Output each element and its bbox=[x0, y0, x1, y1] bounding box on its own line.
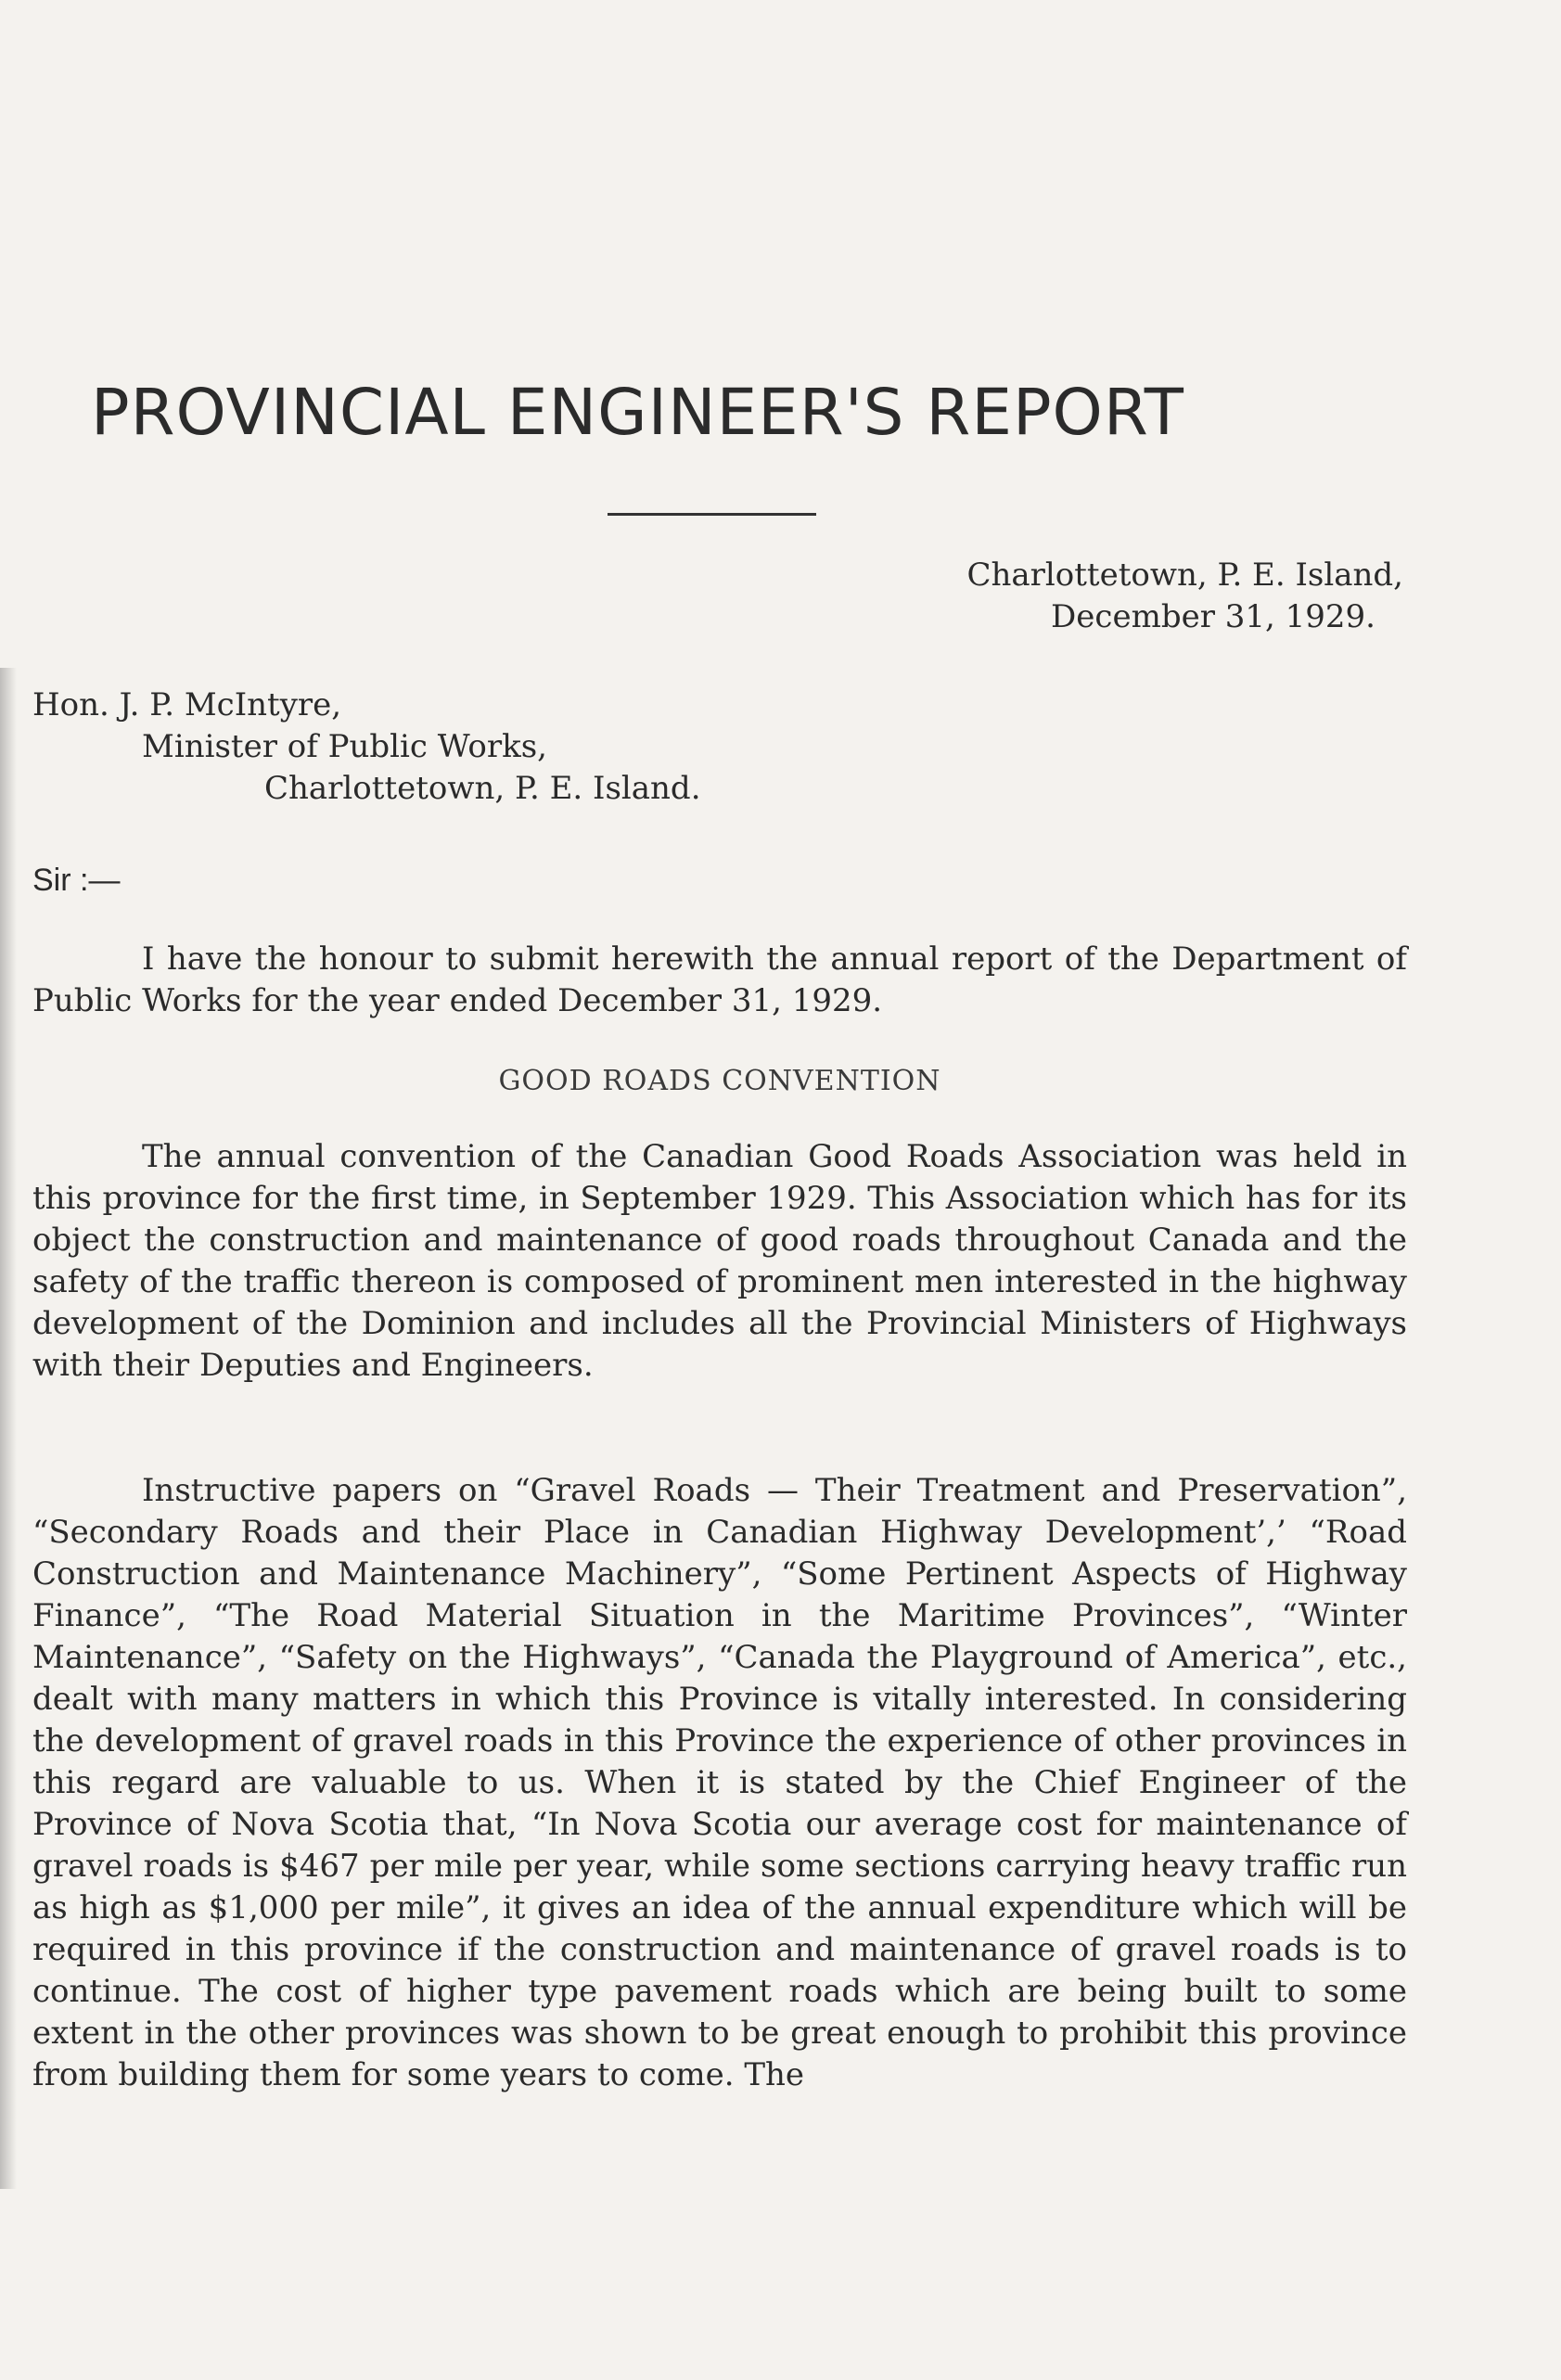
place-line: Charlottetown, P. E. Island, bbox=[966, 557, 1403, 594]
salutation: Sir :— bbox=[32, 863, 121, 898]
addressee-block bbox=[32, 685, 701, 810]
addressee-office: Minister of Public Works, bbox=[142, 728, 547, 765]
intro-paragraph-block bbox=[32, 939, 1407, 1022]
date-line: December 31, 1929. bbox=[1051, 598, 1375, 635]
place-date-block bbox=[966, 555, 1403, 638]
paragraph-block-2 bbox=[32, 1470, 1407, 2096]
section-heading: GOOD ROADS CONVENTION bbox=[498, 1065, 941, 1097]
body-paragraph: Instructive papers on “Gravel Roads — Their Treatment and Preservation”, “Secondary Roads and their Place in Canadian Highway Development’,’ “Road Construction and Maintenance Machinery”, “Some Pertinent Aspects of Highway Finance”, “The Road Material Situation in the Maritime Provinces”, “Winter Maintenance”, “Safety on the Highways”, “Canada the Playground of America”, etc., dealt with many matters in which this Province is vitally interested. In considering the development of gravel roads in this Province the experience of other provinces in this regard are valuable to us. When it is stated by the Chief Engineer of the Province of Nova Scotia that, “In Nova Scotia our average cost for maintenance of gravel roads is $467 per mile per year, while some sections carrying heavy traffic run as high as $1,000 per mile”, it gives an idea of the annual expenditure which will be required in this province if the construction and maintenance of gravel roads is to continue. The cost of higher type pavement roads which are being built to some extent in the other provinces was shown to be great enough to prohibit this province from building them for some years to come. The bbox=[32, 1472, 1407, 2093]
binding-shadow bbox=[0, 668, 17, 2189]
body-paragraph: The annual convention of the Canadian Good Roads Association was held in this province for the first time, in September 1929. This Association which has for its object the construction and maintenance of good roads throughout Canada and the safety of the traffic thereon is composed of prominent men interested in the highway development of the Dominion and includes all the Provincial Ministers of Highways with their Deputies and Engineers. bbox=[32, 1138, 1407, 1384]
intro-paragraph: I have the honour to submit herewith the annual report of the Department of Public Works for the year ended December 31, 1929. bbox=[32, 940, 1407, 1019]
paragraph-block-1 bbox=[32, 1136, 1407, 1387]
report-title: PROVINCIAL ENGINEER'S REPORT bbox=[91, 376, 1184, 450]
addressee-location: Charlottetown, P. E. Island. bbox=[264, 770, 701, 807]
title-divider bbox=[608, 513, 816, 516]
addressee-name: Hon. J. P. McIntyre, bbox=[32, 686, 342, 723]
